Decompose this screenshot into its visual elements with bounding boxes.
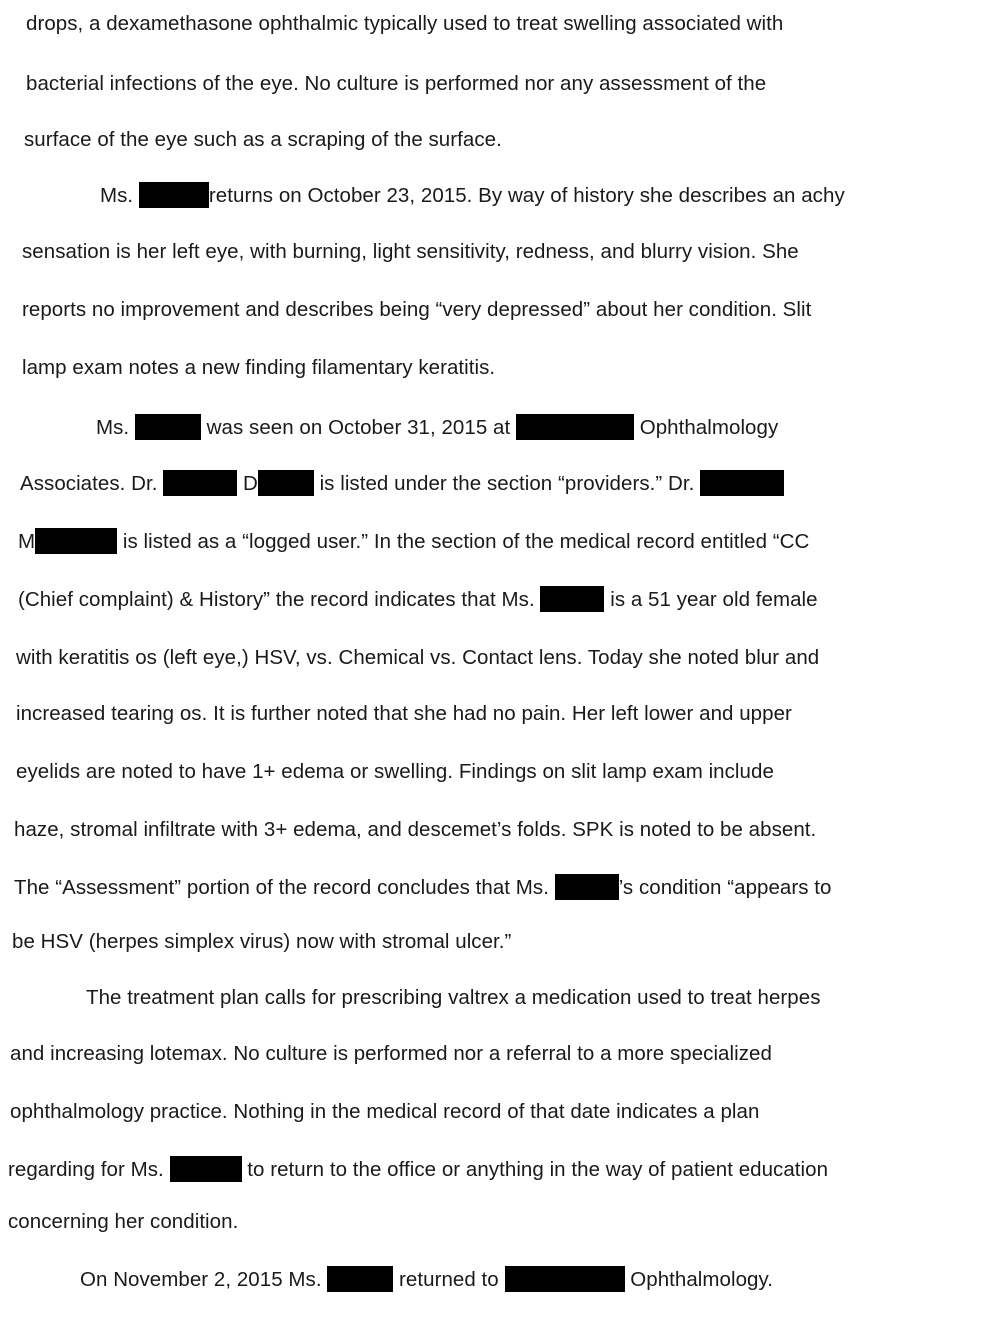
- redaction-box: [327, 1266, 393, 1292]
- text-segment: was seen on October 31, 2015 at: [200, 416, 516, 439]
- text-segment: Ophthalmology: [633, 416, 779, 439]
- redaction-box: [516, 414, 634, 440]
- text-segment: M: [18, 530, 36, 553]
- redaction-box: [258, 470, 314, 496]
- text-segment: On November 2, 2015 Ms.: [80, 1268, 328, 1291]
- redaction-box: [540, 586, 604, 612]
- text-segment: ’s condition “appears to: [618, 876, 832, 899]
- text-line: increased tearing os. It is further noted that she had no pain. Her left lower and upper: [16, 702, 792, 725]
- text-line: sensation is her left eye, with burning, light sensitivity, redness, and blurry vision. She: [22, 240, 799, 263]
- text-line: [8, 1156, 828, 1182]
- redaction-box: [555, 874, 619, 900]
- redaction-box: [163, 470, 237, 496]
- text-line: haze, stromal infiltrate with 3+ edema, and descemet’s folds. SPK is noted to be absent.: [14, 818, 817, 841]
- text-segment: is listed under the section “providers.” Dr.: [313, 472, 701, 495]
- text-line: reports no improvement and describes being “very depressed” about her condition. Slit: [22, 298, 812, 321]
- text-line: be HSV (herpes simplex virus) now with stromal ulcer.”: [12, 930, 512, 953]
- text-segment: Associates. Dr.: [20, 472, 164, 495]
- text-line: [18, 528, 809, 554]
- text-line: [96, 414, 778, 440]
- text-line: [80, 1266, 773, 1292]
- text-segment: Ophthalmology.: [624, 1268, 774, 1291]
- redaction-box: [700, 470, 784, 496]
- text-line: ophthalmology practice. Nothing in the medical record of that date indicates a plan: [10, 1100, 760, 1123]
- text-segment: returns on October 23, 2015. By way of history she describes an achy: [208, 184, 845, 207]
- text-segment: to return to the office or anything in the way of patient education: [241, 1158, 829, 1181]
- text-segment: regarding for Ms.: [8, 1158, 170, 1181]
- text-segment: is listed as a “logged user.” In the section of the medical record entitled “CC: [117, 530, 810, 553]
- text-segment: returned to: [393, 1268, 505, 1291]
- text-line: lamp exam notes a new finding filamentary keratitis.: [22, 356, 496, 379]
- text-line: [100, 182, 845, 208]
- text-line: with keratitis os (left eye,) HSV, vs. Chemical vs. Contact lens. Today she noted blur and: [16, 646, 820, 669]
- text-segment: Ms.: [96, 416, 135, 439]
- text-line: The treatment plan calls for prescribing valtrex a medication used to treat herpes: [86, 986, 821, 1009]
- redaction-box: [135, 414, 201, 440]
- text-segment: (Chief complaint) & History” the record indicates that Ms.: [18, 588, 541, 611]
- text-line: [18, 586, 818, 612]
- text-line: and increasing lotemax. No culture is performed nor a referral to a more specialized: [10, 1042, 772, 1065]
- text-line: surface of the eye such as a scraping of the surface.: [24, 128, 502, 151]
- text-line: eyelids are noted to have 1+ edema or swelling. Findings on slit lamp exam include: [16, 760, 774, 783]
- redaction-box: [35, 528, 117, 554]
- redaction-box: [139, 182, 209, 208]
- text-segment: The “Assessment” portion of the record concludes that Ms.: [14, 876, 555, 899]
- text-segment: is a 51 year old female: [604, 588, 818, 611]
- text-line: bacterial infections of the eye. No culture is performed nor any assessment of the: [26, 72, 767, 95]
- text-line: [14, 874, 832, 900]
- redaction-box: [170, 1156, 242, 1182]
- text-segment: Ms.: [100, 184, 139, 207]
- redaction-box: [505, 1266, 625, 1292]
- text-line: drops, a dexamethasone ophthalmic typically used to treat swelling associated with: [26, 12, 784, 35]
- text-line: [20, 470, 784, 496]
- text-segment: D: [237, 472, 258, 495]
- text-line: concerning her condition.: [8, 1210, 239, 1233]
